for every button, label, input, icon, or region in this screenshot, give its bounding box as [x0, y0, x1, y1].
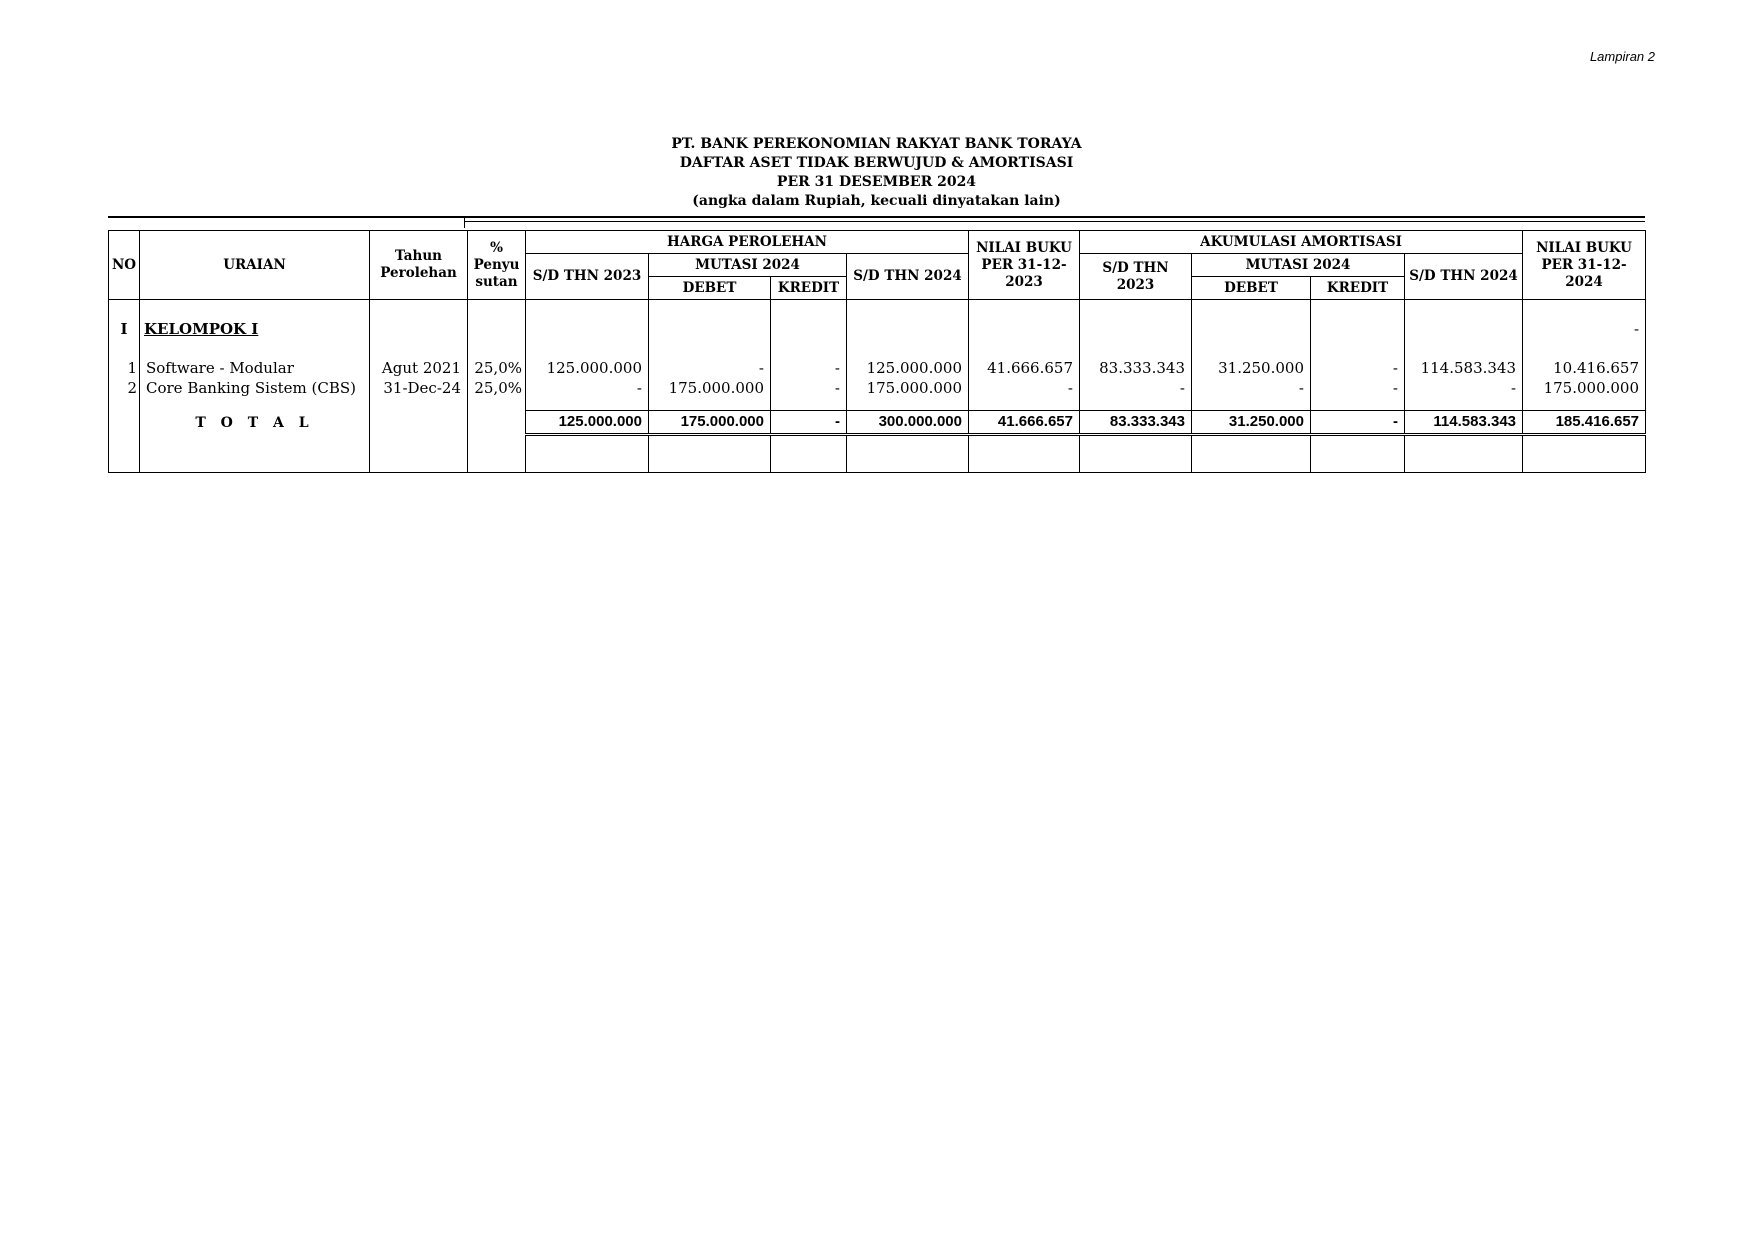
group-nb2024: -: [1523, 318, 1646, 340]
total-nb2023: 41.666.657: [969, 411, 1080, 435]
total-ak-kredit: -: [1311, 411, 1405, 435]
header-harga-perolehan: HARGA PEROLEHAN: [526, 231, 969, 254]
row-ak-sd-2023: -: [1080, 378, 1192, 398]
row-uraian: Software - Modular: [140, 358, 370, 378]
group-label: KELOMPOK I: [140, 318, 370, 340]
report-title-block: [108, 135, 1645, 211]
row-ak-sd-2023: 83.333.343: [1080, 358, 1192, 378]
attachment-label: Lampiran 2: [1589, 49, 1655, 64]
row-tahun: Agut 2021: [370, 358, 468, 378]
total-hp-sd-2024: 300.000.000: [847, 411, 969, 435]
spacer-row: [109, 300, 1646, 319]
header-nb2024-line3: 2024: [1565, 273, 1603, 290]
total-label: T O T A L: [140, 411, 370, 435]
header-ak-sd-2023-line1: S/D THN: [1102, 259, 1169, 276]
total-ak-sd-2024: 114.583.343: [1405, 411, 1523, 435]
total-hp-kredit: -: [771, 411, 847, 435]
header-ak-debet: DEBET: [1192, 277, 1311, 300]
row-hp-sd-2024: 175.000.000: [847, 378, 969, 398]
total-row: [109, 411, 1646, 435]
total-nb2024: 185.416.657: [1523, 411, 1646, 435]
header-no: NO: [109, 231, 140, 300]
row-pct: 25,0%: [468, 378, 526, 398]
header-nilai-buku-2023: [969, 231, 1080, 300]
row-hp-debet: -: [649, 358, 771, 378]
header-ak-kredit: KREDIT: [1311, 277, 1405, 300]
header-hp-sd-2024: S/D THN 2024: [847, 254, 969, 300]
header-pct-line2: Penyu: [473, 256, 520, 273]
row-nb2024: 10.416.657: [1523, 358, 1646, 378]
header-ak-mutasi: MUTASI 2024: [1192, 254, 1405, 277]
row-hp-sd-2023: -: [526, 378, 649, 398]
spacer-row: [109, 398, 1646, 411]
row-hp-sd-2023: 125.000.000: [526, 358, 649, 378]
row-hp-kredit: -: [771, 378, 847, 398]
spacer-row: [109, 340, 1646, 358]
row-no: 2: [109, 378, 140, 398]
row-nb2023: -: [969, 378, 1080, 398]
row-ak-kredit: -: [1311, 358, 1405, 378]
report-period: PER 31 DESEMBER 2024: [776, 174, 977, 190]
row-pct: 25,0%: [468, 358, 526, 378]
header-persen-penyusutan: [468, 231, 526, 300]
group-row: [109, 318, 1646, 340]
header-rule: [108, 216, 1645, 218]
header-nb2023-line2: PER 31-12-: [981, 256, 1067, 273]
header-uraian: URAIAN: [140, 231, 370, 300]
empty-row: [109, 435, 1646, 473]
header-hp-kredit: KREDIT: [771, 277, 847, 300]
header-tahun-perolehan: [370, 231, 468, 300]
row-ak-debet: 31.250.000: [1192, 358, 1311, 378]
row-nb2024: 175.000.000: [1523, 378, 1646, 398]
total-hp-debet: 175.000.000: [649, 411, 771, 435]
row-uraian: Core Banking Sistem (CBS): [140, 378, 370, 398]
total-hp-sd-2023: 125.000.000: [526, 411, 649, 435]
row-hp-sd-2024: 125.000.000: [847, 358, 969, 378]
row-nb2023: 41.666.657: [969, 358, 1080, 378]
header-pct-line1: %: [490, 239, 503, 256]
header-hp-sd-2023: S/D THN 2023: [526, 254, 649, 300]
asset-table: [108, 230, 1646, 473]
report-note: (angka dalam Rupiah, kecuali dinyatakan lain): [692, 193, 1061, 209]
table-row: [109, 378, 1646, 398]
header-hp-mutasi: MUTASI 2024: [649, 254, 847, 277]
header-hp-debet: DEBET: [649, 277, 771, 300]
row-ak-kredit: -: [1311, 378, 1405, 398]
row-ak-sd-2024: 114.583.343: [1405, 358, 1523, 378]
row-hp-kredit: -: [771, 358, 847, 378]
header-tahun-line2: Perolehan: [380, 265, 457, 281]
header-nilai-buku-2024: [1523, 231, 1646, 300]
company-name: PT. BANK PEREKONOMIAN RAKYAT BANK TORAYA: [671, 136, 1082, 152]
total-ak-sd-2023: 83.333.343: [1080, 411, 1192, 435]
row-ak-sd-2024: -: [1405, 378, 1523, 398]
header-rule-thin: [464, 221, 1645, 222]
header-nb2023-line1: NILAI BUKU: [976, 239, 1072, 256]
row-hp-debet: 175.000.000: [649, 378, 771, 398]
header-nb2024-line2: PER 31-12-: [1541, 256, 1627, 273]
header-ak-sd-2023: [1080, 254, 1192, 300]
header-rule-tick: [464, 216, 465, 228]
header-akumulasi-amortisasi: AKUMULASI AMORTISASI: [1080, 231, 1523, 254]
row-no: 1: [109, 358, 140, 378]
total-ak-debet: 31.250.000: [1192, 411, 1311, 435]
header-ak-sd-2023-line2: 2023: [1116, 276, 1155, 293]
group-no: I: [109, 318, 140, 340]
report-title: DAFTAR ASET TIDAK BERWUJUD & AMORTISASI: [679, 155, 1074, 171]
header-nb2023-line3: 2023: [1005, 273, 1043, 290]
row-tahun: 31-Dec-24: [370, 378, 468, 398]
header-nb2024-line1: NILAI BUKU: [1536, 239, 1632, 256]
table-row: [109, 358, 1646, 378]
header-pct-line3: sutan: [475, 273, 518, 290]
header-ak-sd-2024: S/D THN 2024: [1405, 254, 1523, 300]
header-tahun-line1: Tahun: [395, 248, 442, 264]
row-ak-debet: -: [1192, 378, 1311, 398]
